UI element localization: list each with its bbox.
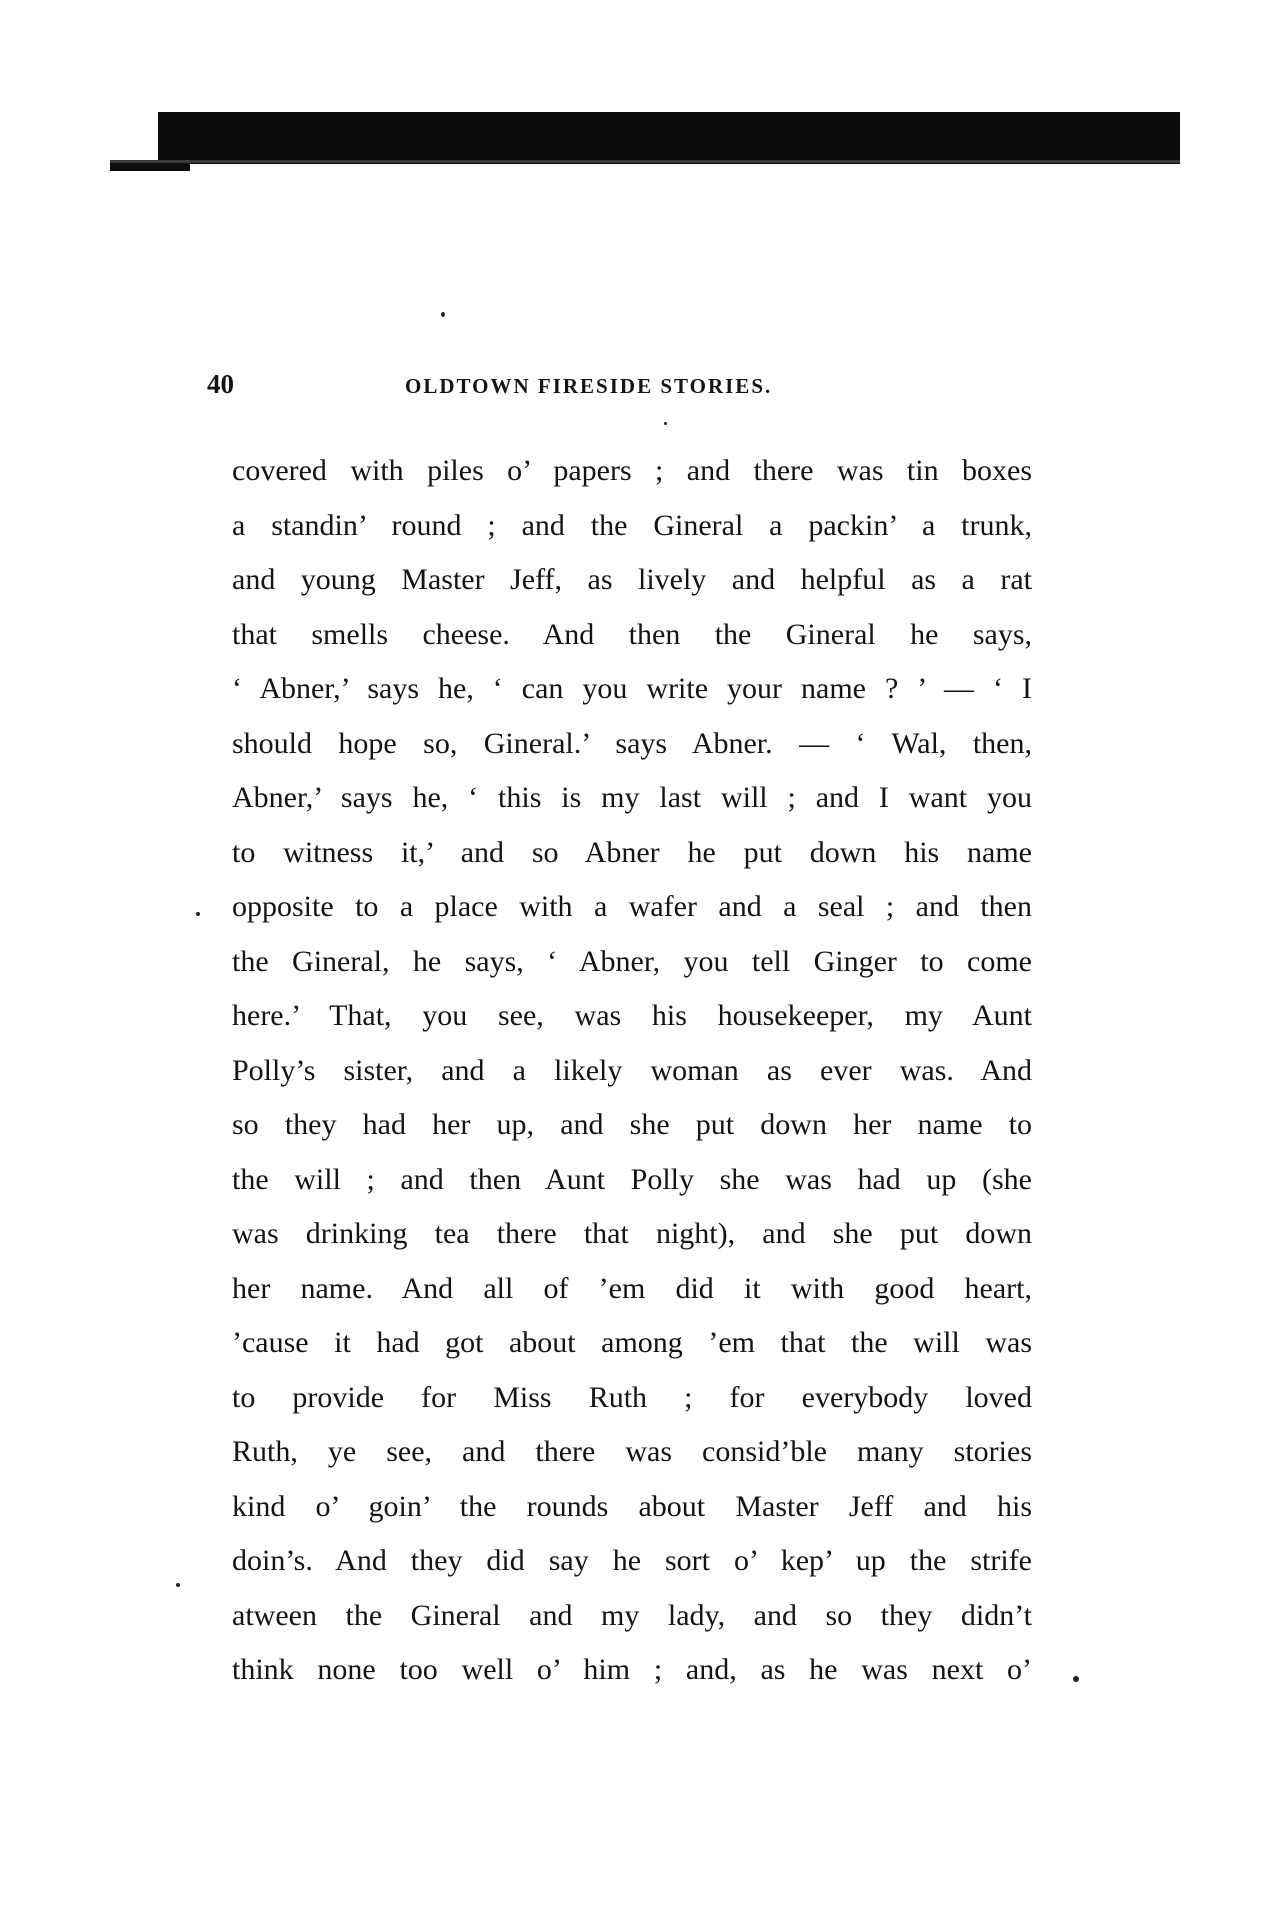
text-line: Ruth, ye see, and there was consid’ble many stories	[232, 1435, 1032, 1468]
text-line: doin’s. And they did say he sort o’ kep’ up the strife	[232, 1544, 1032, 1577]
text-line: and young Master Jeff, as lively and helpful as a rat	[232, 563, 1032, 596]
text-line: should hope so, Gineral.’ says Abner. — ‘ Wal, then,	[232, 726, 1032, 760]
top-scan-bar-tail	[110, 163, 190, 171]
running-title: OLDTOWN FIRESIDE STORIES.	[405, 374, 773, 398]
scan-speck	[196, 912, 200, 916]
text-line: Abner,’ says he, ‘ this is my last will ; and I want you	[232, 781, 1032, 814]
scan-speck	[176, 1583, 180, 1587]
text-line: think none too well o’ him ; and, as he was next o’	[232, 1653, 1032, 1686]
scan-speck	[441, 312, 445, 317]
text-line: so they had her up, and she put down her name to	[232, 1108, 1032, 1141]
running-head	[207, 366, 857, 402]
text-line: atween the Gineral and my lady, and so they didn’t	[232, 1598, 1032, 1632]
text-line: Polly’s sister, and a likely woman as ever was. And	[232, 1053, 1032, 1087]
text-line: covered with piles o’ papers ; and there was tin boxes	[232, 454, 1032, 487]
text-line: that smells cheese. And then the Gineral he says,	[232, 617, 1032, 651]
text-line: to witness it,’ and so Abner he put down his name	[232, 835, 1032, 869]
body-text	[232, 444, 1032, 1698]
page-number: 40	[207, 369, 234, 399]
scan-speck	[1073, 1676, 1079, 1682]
text-line: kind o’ goin’ the rounds about Master Jeff and his	[232, 1489, 1032, 1523]
scan-speck	[664, 422, 667, 425]
text-line: the will ; and then Aunt Polly she was had up (she	[232, 1162, 1032, 1196]
text-line: ’cause it had got about among ’em that the will was	[232, 1326, 1032, 1359]
top-scan-bar	[158, 112, 1180, 164]
text-line: here.’ That, you see, was his housekeeper, my Aunt	[232, 999, 1032, 1032]
text-line: to provide for Miss Ruth ; for everybody loved	[232, 1380, 1032, 1414]
text-line: was drinking tea there that night), and she put down	[232, 1217, 1032, 1250]
top-scan-rule	[110, 160, 1180, 163]
text-line: opposite to a place with a wafer and a seal ; and then	[232, 890, 1032, 923]
text-line: ‘ Abner,’ says he, ‘ can you write your name ? ’ — ‘ I	[232, 672, 1032, 705]
text-line: her name. And all of ’em did it with good heart,	[232, 1271, 1032, 1305]
text-line: a standin’ round ; and the Gineral a packin’ a trunk,	[232, 508, 1032, 542]
text-line: the Gineral, he says, ‘ Abner, you tell Ginger to come	[232, 944, 1032, 978]
